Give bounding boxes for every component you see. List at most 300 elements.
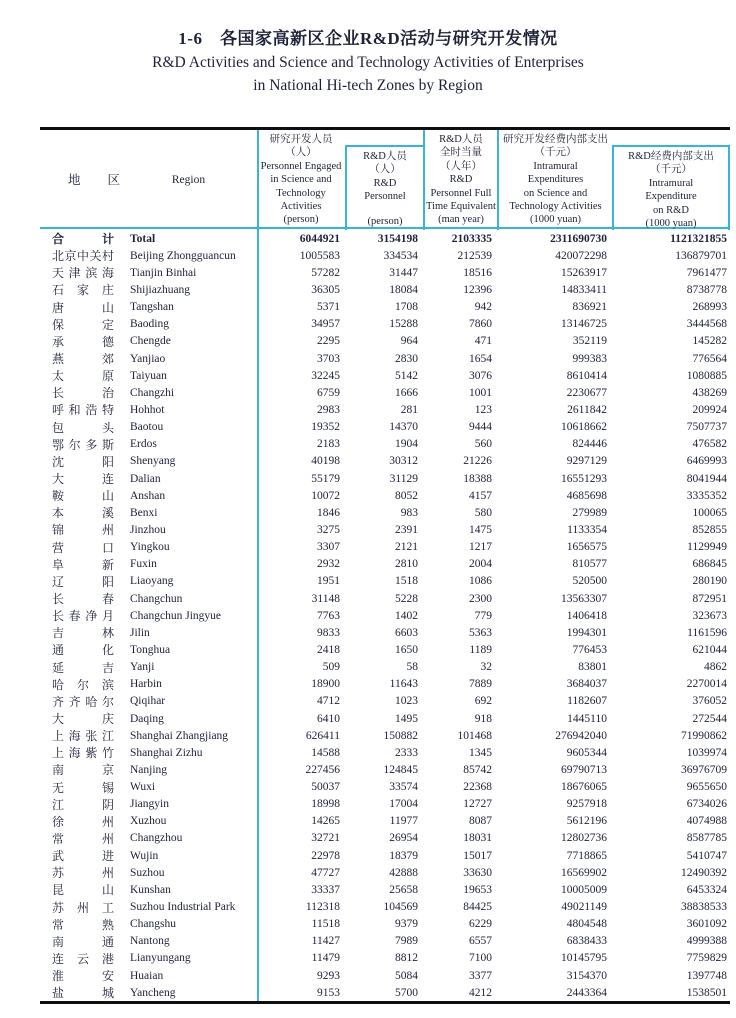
value-cell: 9293 [317,969,340,982]
value-cell: 9833 [317,626,340,639]
value-cell: 112318 [305,901,340,914]
value-cell: 471 [474,335,492,348]
region-name-en: Yanji [130,661,155,674]
region-name-en: Harbin [130,678,162,691]
value-cell: 2443364 [566,986,607,999]
value-cell: 145282 [692,335,727,348]
value-cell: 16551293 [561,472,607,485]
value-cell: 10072 [311,489,340,502]
value-cell: 1904 [395,438,418,451]
value-cell: 19352 [311,421,340,434]
value-cell: 2004 [469,558,492,571]
value-cell: 1182607 [567,695,607,708]
value-cell: 1538501 [686,986,727,999]
value-cell: 18084 [389,283,418,296]
value-cell: 19653 [463,883,492,896]
table-row [40,607,730,624]
region-name-en: Tangshan [130,301,174,314]
region-name-en: Kunshan [130,883,171,896]
value-cell: 18516 [463,266,492,279]
value-cell: 323673 [692,609,727,622]
table-row [40,864,730,881]
region-name-zh: 哈尔滨 [52,677,114,692]
region-name-zh: 常熟 [52,917,114,932]
value-cell: 2295 [317,335,340,348]
region-name-zh: 包头 [52,420,114,435]
value-cell: 15263917 [561,266,607,279]
table-row [40,247,730,264]
value-cell: 12396 [463,283,492,296]
table-row [40,796,730,813]
region-name-zh: 锦州 [52,523,114,538]
table-row [40,881,730,898]
region-name-en: Yingkou [130,541,170,554]
region-name-zh: 吉林 [52,626,114,641]
header-region-en: Region [171,173,206,186]
table-row [40,984,730,1001]
value-cell: 279989 [572,506,607,519]
value-cell: 11977 [389,815,418,828]
header-line: (person) [367,216,403,228]
value-cell: 69790713 [561,763,607,776]
value-cell: 686845 [692,558,727,571]
value-cell: 1001 [469,386,492,399]
value-cell: 12802736 [561,832,607,845]
value-cell: 810577 [572,558,607,571]
region-name-en: Anshan [130,489,166,502]
region-name-en: Jilin [130,626,150,639]
value-cell: 71990862 [681,729,727,742]
value-cell: 1518 [395,575,418,588]
value-cell: 1080885 [686,369,727,382]
value-cell: 42888 [389,866,418,879]
region-name-en: Taiyuan [130,369,167,382]
value-cell: 101468 [457,729,492,742]
header-line: in Science and [270,174,332,186]
value-cell: 9605344 [566,746,607,759]
value-cell: 31148 [311,592,340,605]
header-line: Personnel [364,191,406,203]
region-name-en: Wujin [130,849,159,862]
header-st-expenditure [497,130,612,230]
region-name-en: Shanghai Zhangjiang [130,729,229,742]
region-name-zh: 徐州 [52,814,114,829]
table-row [40,504,730,521]
value-cell: 13563307 [561,592,607,605]
region-name-en: Chengde [130,335,171,348]
value-cell: 476582 [692,438,727,451]
value-cell: 6734026 [686,798,727,811]
table-row [40,659,730,676]
value-cell: 7961477 [686,266,727,279]
value-cell: 3335352 [686,489,727,502]
value-cell: 352119 [572,335,607,348]
header-line: Expenditure [645,191,697,203]
table-row [40,539,730,556]
region-name-en: Nantong [130,935,170,948]
value-cell: 47727 [311,866,340,879]
header-line: (1000 yuan) [645,218,697,230]
table-row [40,367,730,384]
value-cell: 34957 [311,318,340,331]
value-cell: 21226 [463,455,492,468]
region-name-en: Suzhou [130,866,165,879]
table-row [40,898,730,915]
value-cell: 58 [406,661,418,674]
header-line: Personnel Engaged [260,160,342,172]
table-row [40,316,730,333]
region-name-en: Baoding [130,318,169,331]
region-name-en: Changshu [130,918,176,931]
header-line: on R&D [653,204,689,216]
header-region [40,130,257,230]
value-cell: 1345 [469,746,492,759]
region-name-en: Nanjing [130,763,168,776]
value-cell: 4685698 [566,489,607,502]
value-cell: 32245 [311,369,340,382]
value-cell: 852855 [692,523,727,536]
value-cell: 1951 [317,575,340,588]
region-column-divider [257,130,259,1001]
value-cell: 11518 [311,918,340,931]
region-name-zh: 上海紫竹 [52,746,114,761]
value-cell: 8041944 [686,472,727,485]
value-cell: 33630 [463,866,492,879]
header-line: （人） [369,164,401,176]
header-rd-expenditure-box [612,145,730,230]
value-cell: 50037 [311,781,340,794]
value-cell: 334534 [383,249,418,262]
region-name-zh: 南通 [52,934,114,949]
value-cell: 31447 [389,266,418,279]
region-name-en: Xuzhou [130,815,167,828]
table-row [40,813,730,830]
region-name-zh: 大庆 [52,712,114,726]
value-cell: 209924 [692,403,727,416]
value-cell: 9444 [469,421,492,434]
value-cell: 36305 [311,283,340,296]
value-cell: 57282 [311,266,340,279]
value-cell: 14833411 [561,283,607,296]
header-line: R&D人员 [439,134,483,145]
region-name-zh: 武进 [52,849,114,864]
header-line: 研究开发人员 [269,134,333,145]
header-line: R&D人员 [363,151,407,162]
value-cell: 280190 [692,575,727,588]
header-line: （千元） [534,147,577,159]
table-row [40,333,730,350]
region-name-zh: 太原 [52,369,114,384]
value-cell: 18388 [463,472,492,485]
value-cell: 1666 [395,386,418,399]
value-cell: 942 [474,301,492,314]
value-cell: 272544 [692,712,727,725]
value-cell: 6453324 [686,883,727,896]
value-cell: 14370 [389,421,418,434]
header-line: Intramural [648,177,694,189]
value-cell: 18900 [311,678,340,691]
value-cell: 100065 [692,506,727,519]
value-cell: 420072298 [555,249,607,262]
value-cell: 13146725 [561,318,607,331]
header-line: Expenditures [527,174,584,186]
region-name-en: Shijiazhuang [130,283,191,296]
region-name-zh: 大连 [52,472,114,487]
table-row [40,676,730,693]
value-cell: 1086 [469,575,492,588]
table-row [40,401,730,418]
value-cell: 8087 [469,815,492,828]
value-cell: 999383 [572,352,607,365]
value-cell: 6759 [317,386,340,399]
value-cell: 2300 [469,592,492,605]
value-cell: 3275 [317,523,340,536]
table-row [40,453,730,470]
value-cell: 150882 [383,729,418,742]
header-rd-fte-lines [425,133,497,227]
value-cell: 1994301 [566,626,607,639]
value-cell: 18031 [463,832,492,845]
value-cell: 7507737 [686,421,727,434]
value-cell: 5410747 [686,849,727,862]
value-cell: 7989 [395,935,418,948]
value-cell: 124845 [383,763,418,776]
header-line: on Science and [523,187,588,199]
value-cell: 7100 [469,952,492,965]
region-name-en: Changchun [130,592,183,605]
value-cell: 918 [474,712,492,725]
value-cell: 2810 [395,558,418,571]
header-line: R&D经费内部支出 [628,151,714,162]
table-row [40,710,730,727]
value-cell: 22368 [463,781,492,794]
value-cell: 31129 [389,472,418,485]
value-cell: 11479 [311,952,340,965]
region-name-zh: 盐城 [52,986,114,1001]
value-cell: 4157 [469,489,492,502]
header-line: Technology [276,187,326,199]
table-row [40,436,730,453]
region-name-zh: 连云港 [52,951,114,966]
table-row [40,744,730,761]
table-row [40,264,730,281]
value-cell: 9655650 [686,781,727,794]
header-line: Intramural [533,160,578,172]
value-cell: 1189 [469,643,492,656]
value-cell: 1129949 [687,541,727,554]
value-cell: 104569 [383,901,418,914]
page-title-en-line2: in National Hi-tech Zones by Region [253,77,483,94]
value-cell: 4212 [469,986,492,999]
value-cell: 11427 [311,935,340,948]
page-title-en-line1: R&D Activities and Science and Technology Activities of Enterprises [152,54,584,71]
value-cell: 8610414 [566,369,607,382]
region-name-zh: 苏州 [52,866,114,881]
region-name-zh: 营口 [52,540,114,555]
statistics-table [40,127,730,1004]
value-cell: 1708 [395,301,418,314]
header-line: Time Equivalent [426,201,496,213]
table-row [40,470,730,487]
value-cell: 8738778 [686,283,727,296]
table-row [40,967,730,984]
value-cell: 7718865 [566,849,607,862]
header-line: Activities [280,201,322,213]
value-cell: 32 [480,661,492,674]
region-name-zh: 天津滨海 [52,266,114,281]
value-cell: 2983 [317,403,340,416]
region-name-zh: 苏州工 [52,900,114,915]
table-row [40,384,730,401]
value-cell: 4074988 [686,815,727,828]
value-cell: 17004 [389,798,418,811]
table-row [40,916,730,933]
value-cell: 9379 [395,918,418,931]
value-cell: 1133354 [567,523,607,536]
header-st-personnel [257,130,345,230]
region-name-en: Shanghai Zizhu [130,746,203,759]
value-cell: 2121 [395,541,418,554]
value-cell: 18998 [311,798,340,811]
value-cell: 85742 [463,763,492,776]
value-cell: 227456 [305,763,340,776]
value-cell: 6410 [317,712,340,725]
table-row [40,230,730,247]
region-name-en: Benxi [130,506,158,519]
value-cell: 4999388 [686,935,727,948]
region-name-en: Yanjiao [130,352,166,365]
region-name-en: Qiqihar [130,695,166,708]
value-cell: 824446 [572,438,607,451]
value-cell: 4862 [704,661,727,674]
value-cell: 1475 [469,523,492,536]
value-cell: 2230677 [566,386,607,399]
value-cell: 276942040 [555,729,607,742]
table-row [40,573,730,590]
region-name-en: Changzhi [130,386,175,399]
value-cell: 1161596 [687,626,727,639]
header-st-expenditure-lines [499,133,612,227]
value-cell: 520500 [572,575,607,588]
value-cell: 2333 [395,746,418,759]
region-name-en: Daqing [130,712,164,725]
value-cell: 580 [474,506,492,519]
value-cell: 560 [474,438,492,451]
value-cell: 281 [400,403,418,416]
header-line: 全时当量 [440,147,482,159]
table-row [40,487,730,504]
region-name-zh: 延吉 [52,660,114,675]
region-name-zh: 燕郊 [52,352,114,367]
value-cell: 509 [322,661,340,674]
region-name-en: Huaian [130,969,164,982]
value-cell: 836921 [572,301,607,314]
region-name-zh: 保定 [52,317,114,332]
value-cell: 6229 [469,918,492,931]
value-cell: 6838433 [566,935,607,948]
value-cell: 14265 [311,815,340,828]
value-cell: 5612196 [566,815,607,828]
value-cell: 1656575 [566,541,607,554]
value-cell: 626411 [305,729,340,742]
region-name-en: Jiangyin [130,798,169,811]
region-name-zh: 本溪 [52,506,114,521]
table-row [40,350,730,367]
value-cell: 33337 [311,883,340,896]
value-cell: 7763 [317,609,340,622]
value-cell: 5228 [395,592,418,605]
table-row [40,641,730,658]
region-name-zh: 南京 [52,763,114,778]
value-cell: 9257918 [566,798,607,811]
value-cell: 22978 [311,849,340,862]
title-block [0,0,736,95]
value-cell: 2183 [317,438,340,451]
region-name-en: Total [130,232,156,245]
value-cell: 9153 [317,986,340,999]
header-st-personnel-lines [257,133,345,227]
region-name-zh: 长春净月 [52,609,114,624]
table-row [40,419,730,436]
value-cell: 1654 [469,352,492,365]
table-row [40,556,730,573]
region-name-zh: 长春 [52,592,114,607]
region-name-zh: 齐齐哈尔 [52,694,114,709]
region-name-zh: 沈阳 [52,454,114,469]
region-name-en: Yancheng [130,986,176,999]
header-line: 研究开发经费内部支出 [503,134,608,145]
value-cell: 1406418 [566,609,607,622]
value-cell: 26954 [389,832,418,845]
table-body [40,229,730,1001]
value-cell: 4804548 [566,918,607,931]
value-cell: 5142 [395,369,418,382]
region-name-en: Suzhou Industrial Park [130,901,236,914]
table-row [40,521,730,538]
value-cell: 872951 [692,592,727,605]
value-cell: 2103335 [451,232,492,245]
value-cell: 779 [474,609,492,622]
value-cell: 1495 [395,712,418,725]
value-cell: 123 [474,403,492,416]
region-name-zh: 鄂尔多斯 [52,437,114,452]
value-cell: 6557 [469,935,492,948]
region-name-zh: 长治 [52,386,114,401]
header-rd-fte [423,130,497,230]
value-cell: 8052 [395,489,418,502]
region-name-zh: 无锡 [52,780,114,795]
value-cell: 268993 [692,301,727,314]
value-cell: 776564 [692,352,727,365]
value-cell: 4712 [317,695,340,708]
value-cell: 621044 [692,643,727,656]
value-cell: 14588 [311,746,340,759]
value-cell: 438269 [692,386,727,399]
region-name-en: Baotou [130,421,164,434]
value-cell: 6469993 [686,455,727,468]
value-cell: 7759829 [686,952,727,965]
value-cell: 136879701 [675,249,727,262]
region-name-en: Tianjin Binhai [130,266,197,279]
value-cell: 1005583 [299,249,340,262]
value-cell: 5700 [395,986,418,999]
value-cell: 16569902 [561,866,607,879]
value-cell: 15288 [389,318,418,331]
region-name-en: Changzhou [130,832,183,845]
region-name-en: Liaoyang [130,575,174,588]
header-line: (person) [283,214,319,226]
value-cell: 3703 [317,352,340,365]
